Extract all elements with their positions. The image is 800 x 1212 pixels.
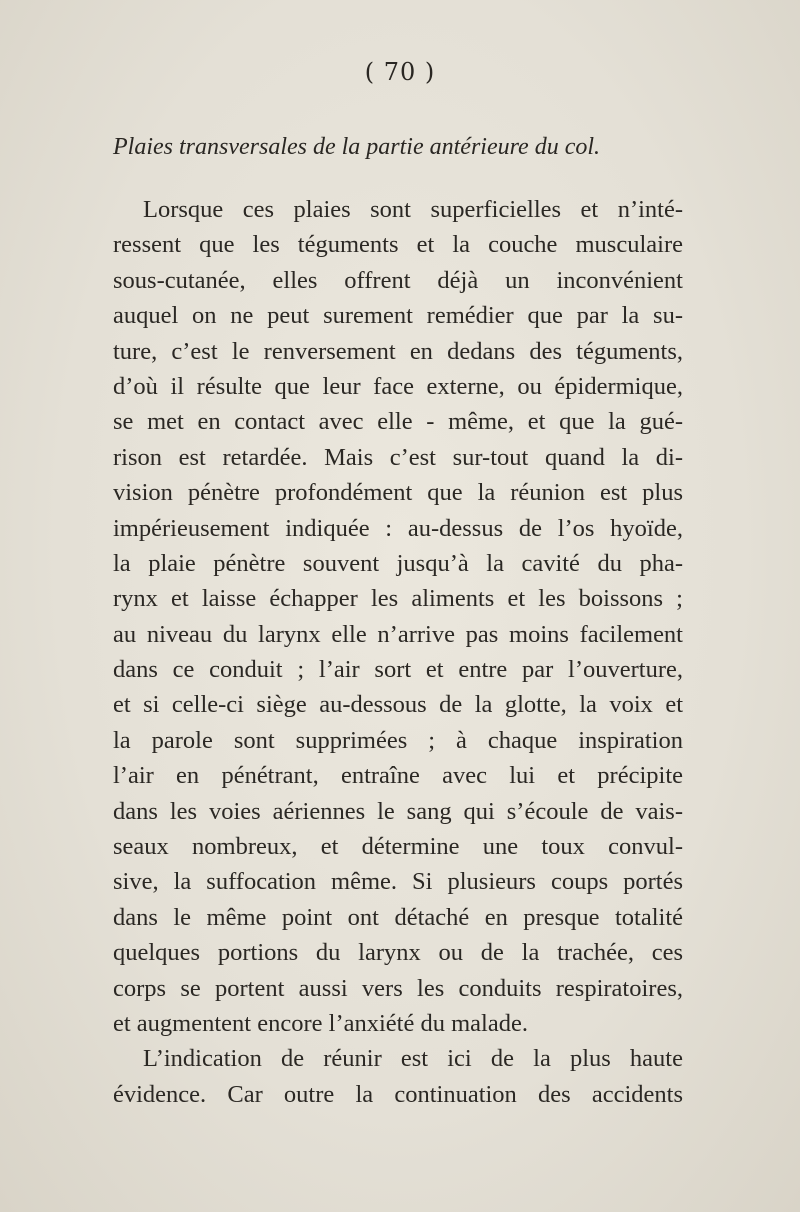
text-line: sive, la suffocation même. Si plusieurs coups portés: [113, 868, 683, 896]
text-line: impérieusement indiquée : au-dessus de l’os hyoïde,: [113, 514, 683, 542]
text-line: se met en contact avec elle - même, et que la gué-: [113, 408, 683, 436]
text-line: corps se portent aussi vers les conduits respiratoires,: [113, 974, 683, 1002]
text-line: ture, c’est le renversement en dedans des téguments,: [113, 337, 683, 365]
text-line: seaux nombreux, et détermine une toux convul-: [113, 833, 683, 861]
text-line: la parole sont supprimées ; à chaque inspiration: [113, 726, 683, 754]
text-line: quelques portions du larynx ou de la trachée, ces: [113, 939, 683, 967]
page-number: ( 70 ): [364, 58, 436, 86]
text-line: l’air en pénétrant, entraîne avec lui et précipite: [113, 762, 683, 790]
text-line: rison est retardée. Mais c’est sur-tout quand la di-: [113, 443, 683, 471]
text-line: Lorsque ces plaies sont superficielles et n’inté-: [143, 196, 683, 223]
text-line: évidence. Car outre la continuation des accidents: [113, 1080, 683, 1108]
body-text: [113, 192, 683, 1112]
text-line: dans les voies aériennes le sang qui s’écoule de vais-: [113, 797, 683, 825]
text-line: dans le même point ont détaché en presque totalité: [113, 903, 683, 931]
text-line: et augmentent encore l’anxiété du malade.: [113, 1009, 528, 1037]
section-title: Plaies transversales de la partie antérieure du col.: [113, 134, 601, 160]
text-line: sous-cutanée, elles offrent déjà un inconvénient: [113, 266, 683, 294]
text-line: au niveau du larynx elle n’arrive pas moins facilement: [113, 620, 683, 648]
text-line: dans ce conduit ; l’air sort et entre par l’ouverture,: [113, 656, 683, 684]
text-line: vision pénètre profondément que la réunion est plus: [113, 479, 683, 507]
text-line: d’où il résulte que leur face externe, ou épidermique,: [113, 372, 683, 400]
text-line: et si celle-ci siège au-dessous de la glotte, la voix et: [113, 691, 683, 719]
text-line: L’indication de réunir est ici de la plus haute: [143, 1045, 683, 1073]
text-line: la plaie pénètre souvent jusqu’à la cavité du pha-: [113, 549, 683, 577]
text-line: auquel on ne peut surement remédier que par la su-: [113, 302, 683, 330]
text-line: ressent que les téguments et la couche musculaire: [113, 231, 683, 259]
text-line: rynx et laisse échapper les aliments et les boissons ;: [113, 585, 683, 613]
